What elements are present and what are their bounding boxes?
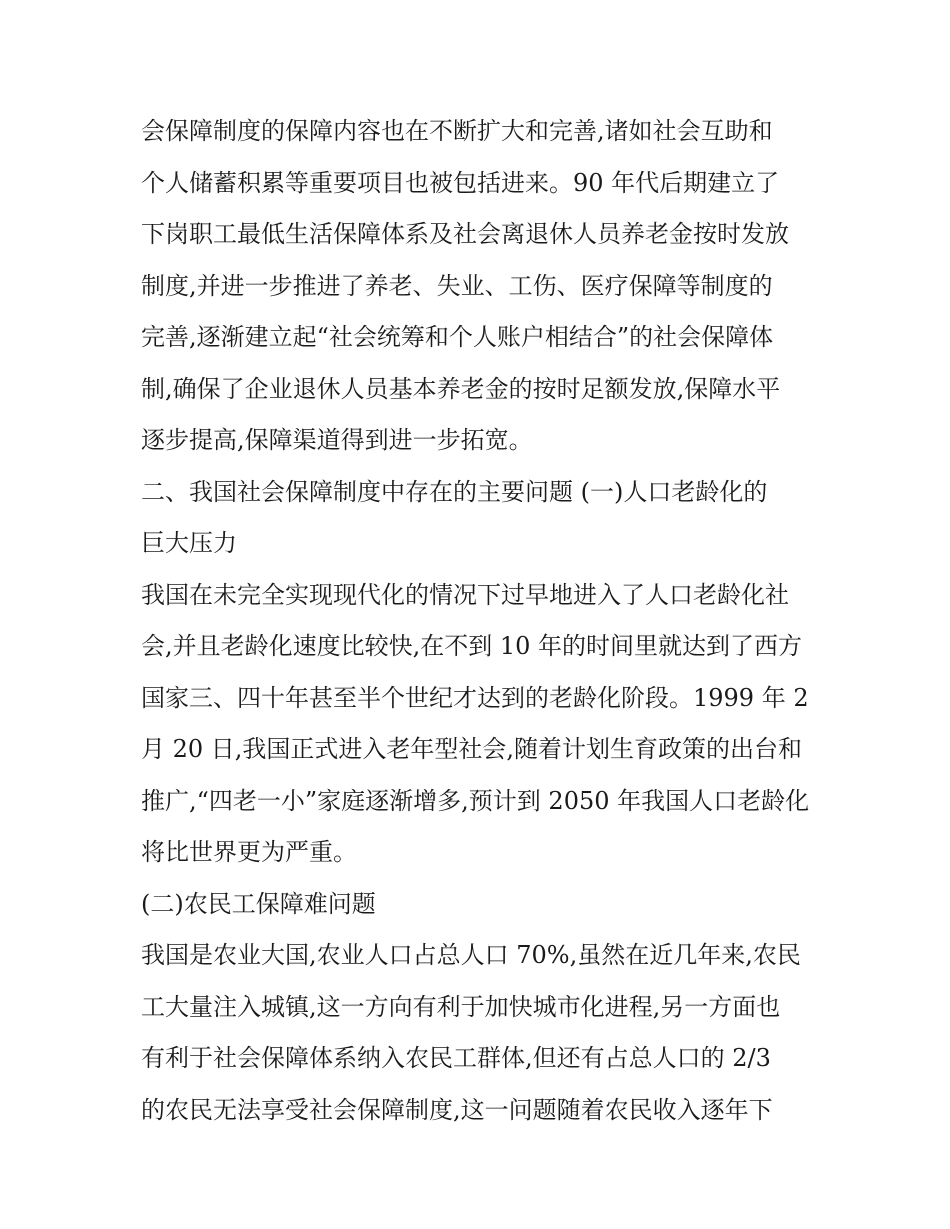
text-line: 我国是农业大国,农业人口占总人口 70%,虽然在近几年来,农民 xyxy=(141,941,801,969)
document-body xyxy=(141,106,821,1136)
section-heading: 巨大压力 xyxy=(141,529,237,557)
text-line: 有利于社会保障体系纳入农民工群体,但还有占总人口的 2/3 xyxy=(141,1044,771,1072)
text-line: 下岗职工最低生活保障体系及社会离退休人员养老金按时发放 xyxy=(141,220,789,248)
text-line: 会保障制度的保障内容也在不断扩大和完善,诸如社会互助和 xyxy=(141,117,773,145)
text-line: 我国在未完全实现现代化的情况下过早地进入了人口老龄化社 xyxy=(141,580,789,609)
text-line: 逐步提高,保障渠道得到进一步拓宽。 xyxy=(141,426,533,454)
text-line: 完善,逐渐建立起“社会统筹和个人账户相结合”的社会保障体 xyxy=(141,323,774,351)
subsection-heading: (二)农民工保障难问题 xyxy=(141,889,376,918)
text-line: 的农民无法享受社会保障制度,这一问题随着农民收入逐年下 xyxy=(141,1095,773,1124)
text-line: 月 20 日,我国正式进入老年型社会,随着计划生育政策的出台和 xyxy=(141,735,803,763)
text-line: 将比世界更为严重。 xyxy=(141,838,357,866)
text-line: 制,确保了企业退休人员基本养老金的按时足额发放,保障水平 xyxy=(141,374,781,403)
text-line: 工大量注入城镇,这一方向有利于加快城市化进程,另一方面也 xyxy=(141,992,781,1021)
text-line: 推广,“四老一小”家庭逐渐增多,预计到 2050 年我国人口老龄化 xyxy=(141,786,810,815)
text-line: 制度,并进一步推进了养老、失业、工伤、医疗保障等制度的 xyxy=(141,271,773,300)
text-line: 会,并且老龄化速度比较快,在不到 10 年的时间里就达到了西方 xyxy=(141,632,803,660)
section-heading: 二、我国社会保障制度中存在的主要问题 (一)人口老龄化的 xyxy=(141,477,768,506)
text-line: 国家三、四十年甚至半个世纪才达到的老龄化阶段。1999 年 2 xyxy=(141,683,809,712)
text-line: 个人储蓄积累等重要项目也被包括进来。90 年代后期建立了 xyxy=(141,168,780,197)
